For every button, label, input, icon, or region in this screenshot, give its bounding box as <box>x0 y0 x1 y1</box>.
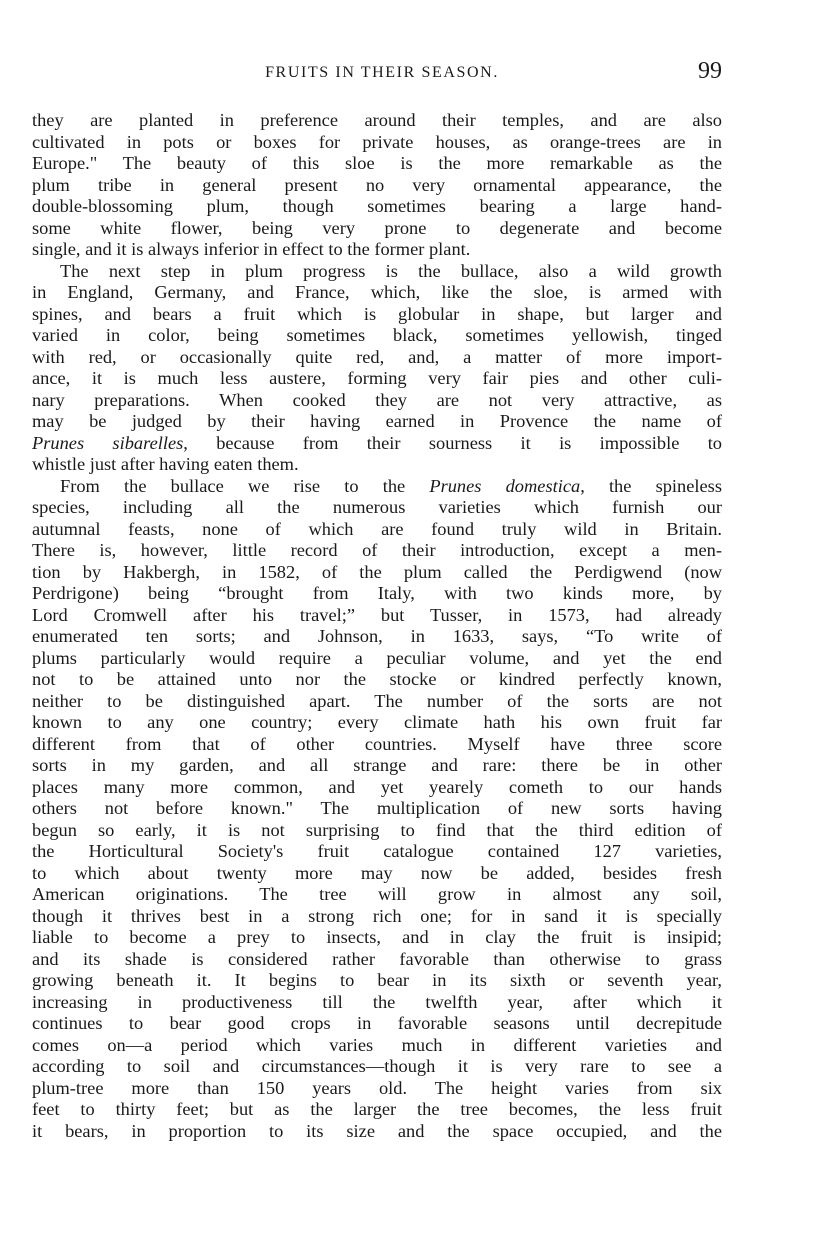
text-line: plum tribe in general present no very ornamental appearance, the <box>32 174 722 195</box>
text-line: Lord Cromwell after his travel;” but Tusser, in 1573, had already <box>32 604 722 625</box>
text-line: feet to thirty feet; but as the larger the tree becomes, the less fruit <box>32 1099 722 1119</box>
page-number: 99 <box>698 58 722 84</box>
text-line: plums particularly would require a peculiar volume, and yet the end <box>32 647 722 668</box>
text-line: tion by Hakbergh, in 1582, of the plum called the Perdigwend (now <box>32 561 722 582</box>
text-line: autumnal feasts, none of which are found truly wild in Britain. <box>32 518 722 539</box>
running-title: FRUITS IN THEIR SEASON. <box>265 64 499 81</box>
text-line: sorts in my garden, and all strange and rare: there be in other <box>32 755 722 775</box>
text-line: growing beneath it. It begins to bear in its sixth or seventh year, <box>32 970 722 990</box>
text-line: the Horticultural Society's fruit catalogue contained 127 varieties, <box>32 841 722 861</box>
text-line: ance, it is much less austere, forming very fair pies and other culi- <box>32 368 722 388</box>
text-line: neither to be distinguished apart. The number of the sorts are not <box>32 690 722 711</box>
text-line: others not before known." The multiplication of new sorts having <box>32 798 722 818</box>
text-span: , the spineless <box>580 475 722 496</box>
text-line: increasing in productiveness till the twelfth year, after which it <box>32 991 722 1012</box>
text-line: different from that of other countries. Myself have three score <box>32 733 722 754</box>
running-head <box>32 58 722 88</box>
text-line: not to be attained unto nor the stocke or kindred perfectly known, <box>32 669 722 689</box>
text-line: double-blossoming plum, though sometimes bearing a large hand- <box>32 196 722 216</box>
text-line: enumerated ten sorts; and Johnson, in 1633, says, “To write of <box>32 626 722 646</box>
text-span: From the bullace we rise to the <box>60 475 430 496</box>
text-line: whistle just after having eaten them. <box>32 454 299 474</box>
text-line: Perdrigone) being “brought from Italy, with two kinds more, by <box>32 583 722 603</box>
text-line: known to any one country; every climate hath his own fruit far <box>32 712 722 732</box>
body-text <box>32 110 722 1142</box>
text-line: liable to become a prey to insects, and in clay the fruit is insipid; <box>32 927 722 947</box>
text-span: , because from their sourness it is impossible to <box>183 432 722 453</box>
text-line: varied in color, being sometimes black, sometimes yellowish, tinged <box>32 325 722 345</box>
text-line: comes on—a period which varies much in different varieties and <box>32 1034 722 1055</box>
text-line <box>32 476 722 498</box>
text-line: spines, and bears a fruit which is globular in shape, but larger and <box>32 303 722 324</box>
text-line: plum-tree more than 150 years old. The height varies from six <box>32 1077 722 1098</box>
italic-term: Prunes domestica <box>429 475 581 496</box>
text-line: species, including all the numerous varieties which furnish our <box>32 497 722 517</box>
text-line: nary preparations. When cooked they are not very attractive, as <box>32 389 722 410</box>
text-line: There is, however, little record of their introduction, except a men- <box>32 540 722 560</box>
text-line: they are planted in preference around their temples, and are also <box>32 110 722 130</box>
italic-term: Prunes sibarelles <box>32 432 184 453</box>
text-line: single, and it is always inferior in effect to the former plant. <box>32 239 471 259</box>
text-line: to which about twenty more may now be added, besides fresh <box>32 862 722 883</box>
text-line: in England, Germany, and France, which, like the sloe, is armed with <box>32 282 722 302</box>
text-line: may be judged by their having earned in Provence the name of <box>32 411 722 431</box>
text-line: Europe." The beauty of this sloe is the more remarkable as the <box>32 153 722 173</box>
text-line: cultivated in pots or boxes for private houses, as orange-trees are in <box>32 131 722 152</box>
text-line: American originations. The tree will grow in almost any soil, <box>32 884 722 904</box>
text-line: and its shade is considered rather favorable than otherwise to grass <box>32 948 722 969</box>
text-line: some white flower, being very prone to degenerate and become <box>32 217 722 238</box>
text-line: it bears, in proportion to its size and the space occupied, and the <box>32 1120 722 1141</box>
text-line: begun so early, it is not surprising to find that the third edition of <box>32 819 722 840</box>
text-line: with red, or occasionally quite red, and, a matter of more import- <box>32 346 722 367</box>
text-line: continues to bear good crops in favorable seasons until decrepitude <box>32 1013 722 1033</box>
text-line <box>32 433 722 455</box>
text-line: according to soil and circumstances—though it is very rare to see a <box>32 1056 722 1076</box>
text-line: The next step in plum progress is the bullace, also a wild growth <box>60 260 722 281</box>
text-line: though it thrives best in a strong rich one; for in sand it is specially <box>32 905 722 926</box>
text-line: places many more common, and yet yearely cometh to our hands <box>32 776 722 797</box>
